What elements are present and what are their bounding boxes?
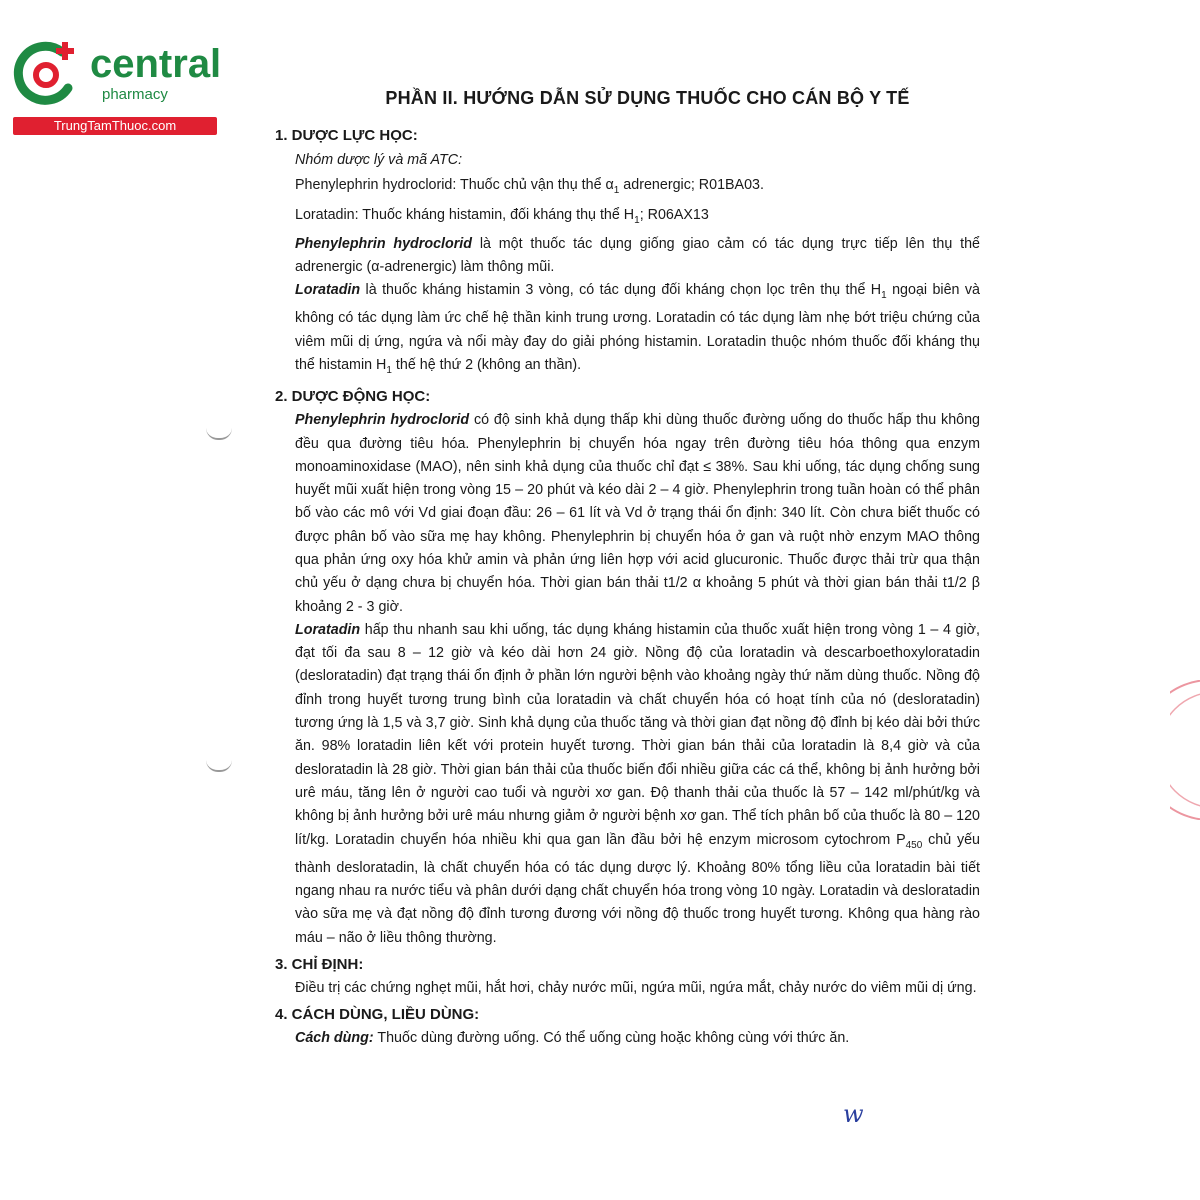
paragraph-usage: Cách dùng: Thuốc dùng đường uống. Có thể uống cùng hoặc không cùng với thức ăn. <box>295 1030 850 1047</box>
section-heading-indications: 3. CHỈ ĐỊNH: <box>275 955 364 973</box>
handwritten-mark: w <box>843 1100 864 1128</box>
atc-line-loratadin: Loratadin: Thuốc kháng histamin, đối kháng thụ thể $H_1$; R06AX13 <box>295 206 709 226</box>
punch-hole-mark <box>206 428 232 440</box>
section-heading-pharmacokinetics: 2. DƯỢC ĐỘNG HỌC: <box>275 388 431 406</box>
red-stamp-fragment <box>1170 680 1200 820</box>
paragraph-loratadin-pd: Loratadin là thuốc kháng histamin 3 vòng, có tác dụng đối kháng chọn lọc trên thụ thể $H_1$ ngoại biên và không có tác dụng làm ức chế hệ thần kinh trung ương. Loratadin có tác dụng làm nhẹ bớt triệu chứng của viêm mũi dị ứng, ngứa và nổi mày đay do giải phóng histamin. Loratadin thuộc nhóm thuốc đối kháng thụ thể histamin $H_1$ thế hệ thứ 2 (không an thần). <box>295 282 980 376</box>
atc-line-phenylephrin: Phenylephrin hydroclorid: Thuốc chủ vận thụ thể $\alpha_1$ adrenergic; R01BA03. <box>295 177 764 196</box>
paragraph-phenylephrin-pk: Phenylephrin hydroclorid có độ sinh khả dụng thấp khi dùng thuốc đường uống do thuốc hấp thu không đều qua đường tiêu hóa. Phenylephrin bị chuyển hóa ngay trên đường tiêu hóa thông qua enzym monoaminoxidase (MAO), nên sinh khả dụng của thuốc chỉ đạt ≤ 38%. Sau khi uống, tác dụng chống sung huyết mũi xuất hiện trong vòng 15 – 20 phút và kéo dài 2 – 4 giờ. Phenylephrin trong tuần hoàn có thể phân bố vào các mô với Vd giai đoạn đầu: 26 – 61 lít và Vd ở trạng thái ổn định: 340 lít. Còn chưa biết thuốc có được phân bố vào sữa mẹ hay không. Phenylephrin bị chuyển hóa ở gan và ruột nhờ enzym MAO thông qua phản ứng oxy hóa khử amin và phản ứng liên hợp với acid glucuronic. Thuốc được thải trừ qua thận chủ yếu ở dạng chưa bị chuyển hóa. Thời gian bán thải t1/2 α khoảng 5 phút và thời gian bán thải t1/2 β khoảng 2 - 3 giờ. <box>295 412 980 615</box>
pharmacy-cross-icon <box>10 38 80 108</box>
logo-banner: TrungTamThuoc.com <box>13 117 217 135</box>
punch-hole-mark <box>206 760 232 772</box>
logo-subtitle: pharmacy <box>102 86 168 103</box>
section-heading-dosage: 4. CÁCH DÙNG, LIỀU DÙNG: <box>275 1006 480 1024</box>
page-title: PHẦN II. HƯỚNG DẪN SỬ DỤNG THUỐC CHO CÁN BỘ Y TẾ <box>385 88 910 108</box>
atc-label: Nhóm dược lý và mã ATC: <box>295 152 463 168</box>
section-heading-pharmacodynamics: 1. DƯỢC LỰC HỌC: <box>275 127 418 144</box>
central-pharmacy-logo <box>10 38 222 136</box>
paragraph-loratadin-pk: Loratadin hấp thu nhanh sau khi uống, tác dụng kháng histamin của thuốc xuất hiện trong vòng 1 – 4 giờ, đạt tối đa sau 8 – 12 giờ và kéo dài hơn 24 giờ. Nồng độ của loratadin và descarboethoxyloratadin (desloratadin) đạt trạng thái ổn định ở phần lớn người bệnh vào khoảng ngày thứ năm dùng thuốc. Nồng độ đỉnh trong huyết tương trung bình của loratadin và chất chuyển hóa có hoạt tính của nó (desloratadin) tương ứng là 1,5 và 3,7 giờ. Sinh khả dụng của thuốc tăng và thời gian đạt nồng độ đỉnh bị kéo dài bởi thức ăn. 98% loratadin liên kết với protein huyết tương. Thời gian bán thải của loratadin là 8,4 giờ và của desloratadin là 28 giờ. Thời gian bán thải của thuốc biến đổi nhiều giữa các cá thể, không bị ảnh hưởng bởi urê máu, tăng lên ở người cao tuổi và người xơ gan. Độ thanh thải của thuốc là 57 – 142 ml/phút/kg và không bị ảnh hưởng bởi urê máu nhưng giảm ở người bệnh xơ gan. Thể tích phân bố của thuốc là 80 – 120 lít/kg. Loratadin chuyển hóa nhiều khi qua gan lần đầu bởi hệ enzym microsom cytochrom $P_{450}$ chủ yếu thành desloratadin, là chất chuyển hóa có tác dụng dược lý. Khoảng 80% tổng liều của loratadin bài tiết ngang nhau ra nước tiểu và phân dưới dạng chất chuyển hóa trong vòng 10 ngày. Loratadin và desloratadin vào sữa mẹ và đạt nồng độ đỉnh tương đương với nồng độ thuốc trong huyết tương. Không qua hàng rào máu – não ở liều thông thường. <box>295 621 981 946</box>
document-page <box>275 82 980 1051</box>
paragraph-phenylephrin-pd: Phenylephrin hydroclorid là một thuốc tác dụng giống giao cảm có tác dụng trực tiếp lên thụ thể adrenergic (α-adrenergic) làm thông mũi. <box>295 235 980 276</box>
logo-name: central <box>90 42 222 86</box>
paragraph-indications: Điều trị các chứng nghẹt mũi, hắt hơi, chảy nước mũi, ngứa mũi, ngứa mắt, chảy nước do viêm mũi dị ứng. <box>295 979 977 996</box>
